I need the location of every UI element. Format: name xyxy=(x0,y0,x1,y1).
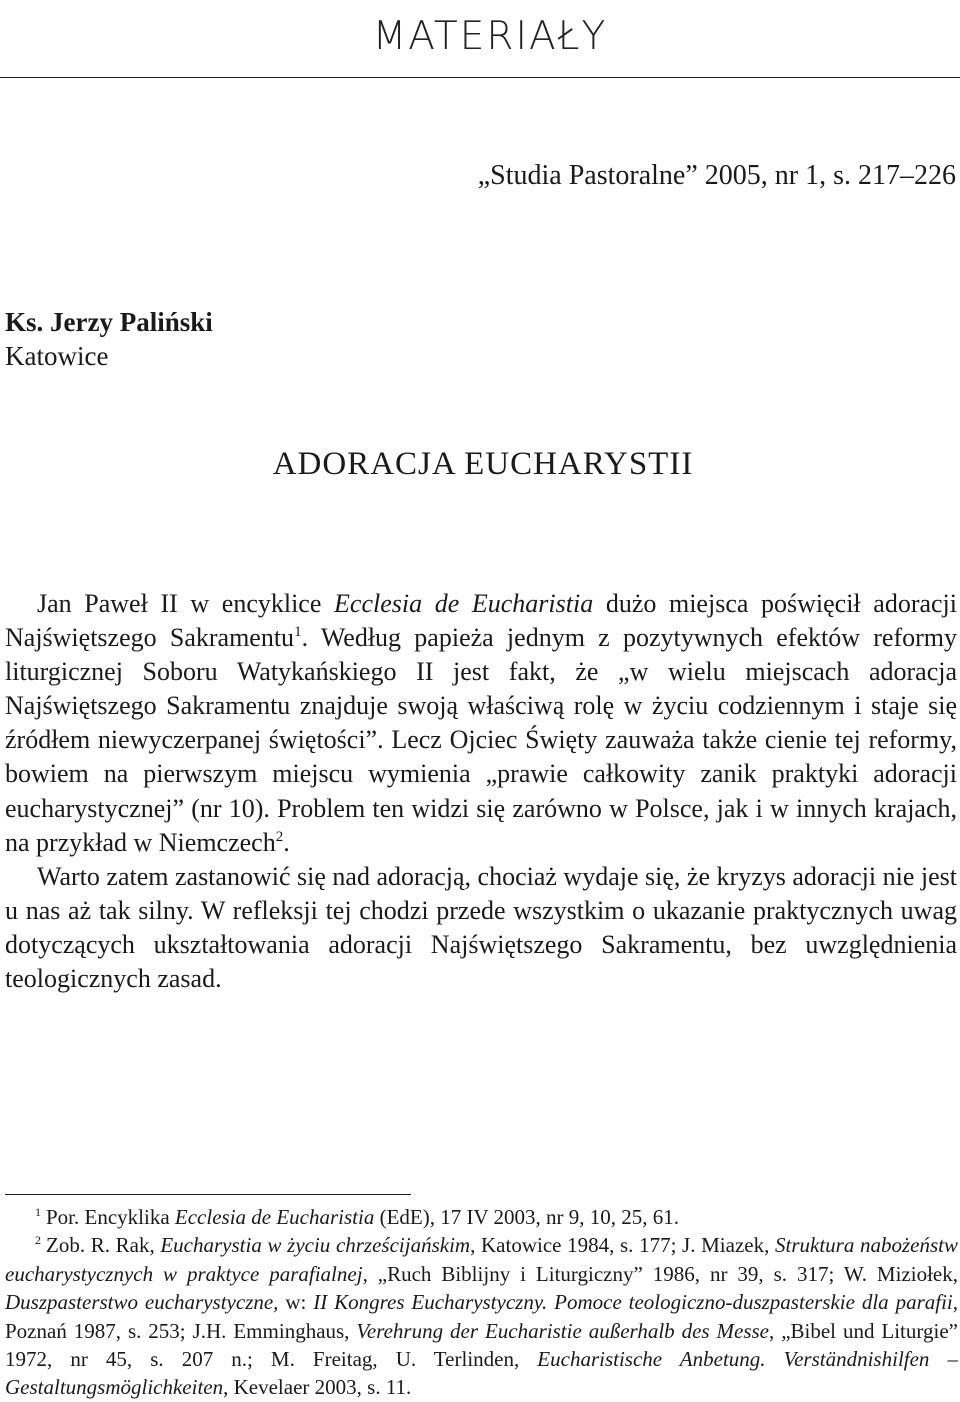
footnote-2 xyxy=(5,1231,958,1401)
text-run: (EdE), 17 IV 2003, nr 9, 10, 25, 61. xyxy=(374,1205,680,1229)
text-run: . xyxy=(283,827,290,857)
section-title: MATERIAŁY xyxy=(372,14,608,59)
italic-title: Duszpasterstwo eucharystyczne, xyxy=(5,1290,279,1315)
journal-citation: „Studia Pastoralne” 2005, nr 1, s. 217–226 xyxy=(477,160,956,191)
text-run: dużo miejsca poświęcił adoracji Najświętszego Sakramentu xyxy=(5,589,958,653)
italic-title: II Kongres Eucharystyczny. Pomoce teologiczno-duszpasterskie dla parafii xyxy=(313,1290,953,1315)
italic-title: Eucharystia w życiu chrześcijańskim xyxy=(160,1233,471,1258)
text-run: , „Ruch Biblijny i Liturgiczny” 1986, nr 39, s. 317; W. Miziołek, xyxy=(362,1261,958,1286)
footnote-1 xyxy=(5,1203,958,1231)
italic-title: Verehrung der Eucharistie außerhalb des Messe xyxy=(356,1318,770,1343)
section-divider xyxy=(0,77,960,78)
paragraph: Warto zatem zastanowić się nad adoracją, chociaż wydaje się, że kryzys adoracji nie jest u nas aż tak silny. W refleksji tej chodzi przede wszystkim o ukazanie praktycznych uwag dotyczących ukształtowania adoracji Najświętszego Sakramentu, bez uwzględnienia teologicznych zasad. xyxy=(5,861,957,994)
footnote-number: 1 xyxy=(35,1205,41,1219)
text-run: . Według papieża jednym z pozytywnych efektów reformy liturgicznej Soboru Watykańskiego II jest fakt, że „w wielu miejscach adoracja Najświętszego Sakramentu znajduje swoją właściwą rolę w życiu codziennym i staje się źródłem niewyczerpanej świętości”. Lecz Ojciec Święty zauważa także cienie tej reformy, bowiem na pierwszym miejscu wymienia „prawie całkowity zanik praktyki adoracji eucharystycznej” (nr 10). Problem ten widzi się zarówno w Polsce, jak i w innych krajach, na przykład w Niemczech xyxy=(5,623,957,857)
text-run: , Katowice 1984, s. 177; J. Miazek, xyxy=(470,1233,775,1258)
footnote-divider xyxy=(5,1194,411,1195)
footnotes xyxy=(5,1203,958,1402)
text-run: Por. Encyklika xyxy=(46,1205,175,1229)
italic-title: Eucharistische Anbetung. Verständnishilfen – Gestaltungsmöglichkeiten xyxy=(5,1347,958,1400)
italic-title: Struktura nabożeństw eucharystycznych w praktyce parafialnej xyxy=(5,1233,958,1286)
italic-title: Ecclesia de Eucharistia xyxy=(174,1205,375,1229)
text-run: , „Bibel und Liturgie” 1972, nr 45, s. 207 n.; M. Freitag, U. Terlinden, xyxy=(5,1318,958,1372)
footnote-number: 2 xyxy=(35,1233,41,1248)
author-name: Ks. Jerzy Paliński xyxy=(5,307,213,337)
paragraph xyxy=(5,587,957,860)
text-run: w: xyxy=(278,1290,314,1315)
article-body xyxy=(5,587,957,996)
text-run: , Kevelaer 2003, s. 11. xyxy=(223,1375,412,1400)
footnote-ref-1[interactable]: 1 xyxy=(294,624,302,641)
text-run: , Poznań 1987, s. 253; J.H. Emminghaus, xyxy=(5,1290,958,1343)
author-affiliation: Katowice xyxy=(5,341,109,371)
italic-title: Ecclesia de Eucharistia xyxy=(334,589,594,618)
footnote-ref-2[interactable]: 2 xyxy=(275,828,284,845)
article-title: ADORACJA EUCHARYSTII xyxy=(272,446,694,482)
text-run: Zob. R. Rak, xyxy=(46,1233,161,1258)
text-run: Jan Paweł II w encyklice xyxy=(37,589,335,618)
